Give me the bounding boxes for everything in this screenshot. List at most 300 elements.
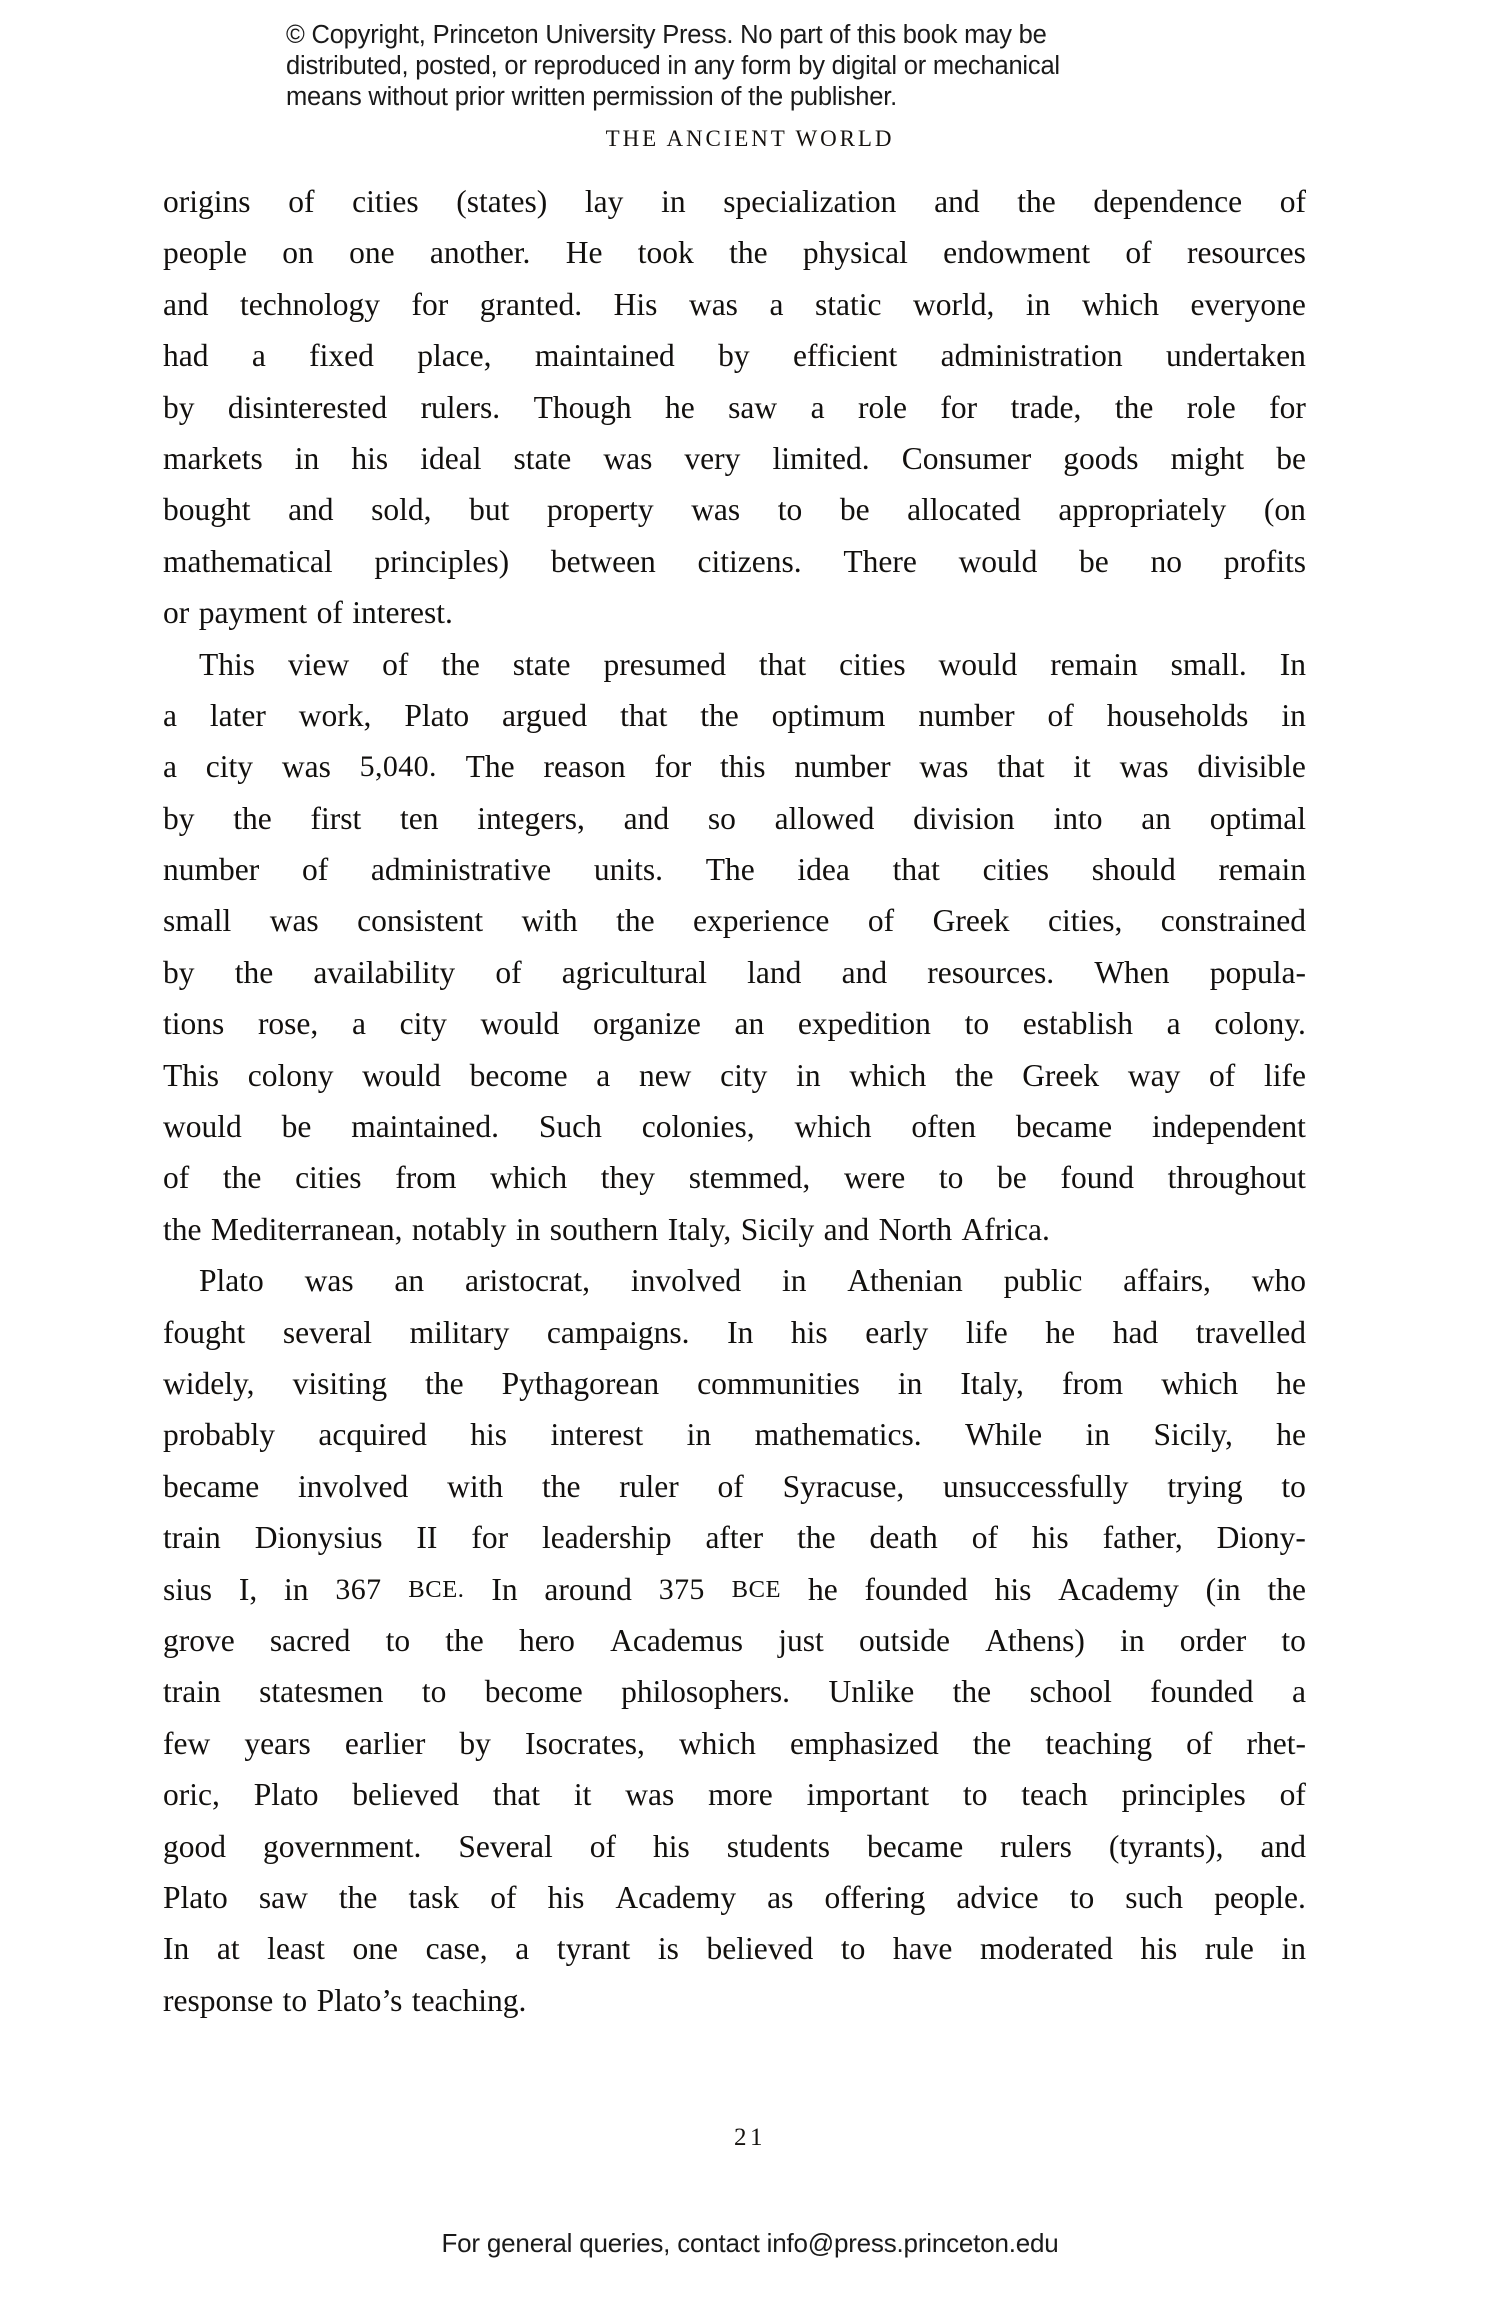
word: reason [543,749,626,785]
word: which [678,1725,756,1761]
word: which [1081,286,1159,322]
word: cities [839,646,906,682]
word: the [233,800,272,836]
word: he [665,389,695,425]
word: Diony- [1216,1520,1306,1556]
text-line [163,382,1306,433]
word: that [997,749,1045,785]
word: after [705,1520,764,1556]
word: would [938,646,1018,682]
word: of [301,852,329,888]
word: this [720,749,766,785]
word: task [408,1879,460,1915]
word: a [163,697,177,733]
word: to [385,1622,411,1658]
word: in [781,1263,807,1299]
word: between [550,543,656,579]
word: division [913,800,1015,836]
word: the [1017,184,1056,219]
word: markets [163,440,263,476]
word: widely, [163,1365,255,1401]
word: rulers [1000,1828,1072,1864]
word: maintained. [351,1109,500,1145]
word: to [840,1931,866,1967]
word: by [718,338,750,374]
word: cities [982,852,1050,888]
word: city [205,749,254,785]
word: train [163,1674,221,1710]
word: Sicily, [1153,1417,1233,1453]
text-line [163,1615,1306,1666]
word: Greek [932,903,1010,939]
word: the [541,1468,581,1504]
word: and [163,286,209,322]
word: city [720,1057,768,1093]
word: remain [1218,852,1306,888]
word: such [1125,1879,1184,1915]
word: good [163,1828,226,1864]
word: His [613,286,658,322]
word: would [958,543,1038,579]
word: earlier [344,1725,426,1761]
word: cities [352,184,419,219]
word: in [1281,697,1306,733]
word: rhet- [1246,1725,1306,1761]
word: ruler [619,1468,679,1504]
word: was [625,1777,675,1813]
word: he [807,1571,838,1607]
word: in [515,1211,541,1247]
word: in [1085,1417,1111,1453]
word: he [1045,1314,1076,1350]
word: to [938,1160,964,1196]
word: maintained [534,338,675,374]
word: for [1269,389,1306,425]
word: stemmed, [688,1160,811,1196]
word: view [287,646,350,682]
word: affairs, [1123,1263,1211,1299]
word: saw [258,1879,308,1915]
word: households [1106,697,1249,733]
word: first [310,800,362,836]
word: bought [163,492,251,528]
word: was [691,492,741,528]
word: rose, [257,1006,319,1042]
word: his [994,1571,1032,1607]
word: leadership [542,1520,672,1556]
word: was [688,286,738,322]
word: a [769,286,784,322]
word: which [849,1057,927,1093]
word: Such [538,1109,602,1145]
word: death [869,1520,938,1556]
word: father, [1102,1520,1183,1556]
word: the [955,1057,994,1093]
word: a [351,1006,366,1042]
word: technology [240,286,380,322]
word: way [1127,1057,1181,1093]
word: Academus [610,1622,744,1658]
copyright-notice-line-2: distributed, posted, or reproduced in any form by digital or mechanical [286,52,1060,80]
text-line [163,1204,1306,1255]
word: When [1094,954,1170,990]
word: everyone [1190,286,1306,322]
word: involved [630,1263,742,1299]
word: Dionysius [254,1520,383,1556]
body-text-block [163,176,1306,2026]
word: appropriately [1058,492,1227,528]
paragraph [163,176,1306,639]
word: government. [262,1828,422,1864]
general-queries-footer: For general queries, contact info@press.princeton.edu [441,2228,1059,2258]
word: the [1114,389,1154,425]
paragraph [163,639,1306,1256]
word: 375 [658,1572,705,1606]
word: disinterested [227,389,388,425]
word: campaigns. [546,1314,690,1350]
word: emphasized [790,1725,939,1761]
word: in [1025,286,1051,322]
word: saw [728,389,778,425]
word: sacred [269,1622,351,1658]
word: an [394,1263,425,1299]
word: an [734,1006,765,1042]
word: his [1140,1931,1178,1967]
word: trying [1167,1468,1243,1504]
word: several [282,1314,373,1350]
word: with [521,903,578,939]
word: Plato [163,1879,228,1915]
word: would [480,1006,560,1042]
word: believed [352,1777,459,1813]
text-line [163,844,1306,895]
word: was [919,749,969,785]
text-line [163,1512,1306,1563]
word: Though [533,389,632,425]
word: an [1141,800,1171,836]
word: important [806,1777,930,1813]
word: life [965,1314,1008,1350]
word: Plato [253,1777,319,1813]
word: endowment [943,235,1091,271]
word: administrative [370,852,552,888]
word: was [304,1263,354,1299]
word: hero [518,1622,575,1658]
word: for [411,286,449,322]
word: rulers. [420,389,501,425]
word: in [661,184,686,219]
word: Several [458,1828,553,1864]
word: (states) [456,184,548,219]
word: principles) [374,543,510,579]
word: new [638,1057,692,1093]
word: early [865,1314,929,1350]
word: sius [163,1571,213,1607]
word: his [351,440,389,476]
word: rule [1204,1931,1254,1967]
word: often [911,1109,977,1145]
word: ten [400,800,439,836]
word: founded [1150,1674,1254,1710]
text-line [163,947,1306,998]
word: the [441,646,480,682]
word: He [565,235,603,271]
word: the [972,1725,1012,1761]
word: administration [940,338,1123,374]
word: presumed [603,646,726,682]
word: of [1279,184,1306,219]
word: by [459,1725,491,1761]
word: physical [802,235,908,271]
text-line [163,1255,1306,1306]
word: BCE [731,1575,782,1603]
text-line [163,1718,1306,1769]
word: the [425,1365,464,1401]
word: visiting [292,1365,388,1401]
word: sold, [371,492,432,528]
word: Plato [199,1263,264,1299]
word: interest. [352,595,453,631]
word: became [163,1468,260,1504]
word: became [1015,1109,1113,1145]
word: was [281,749,331,785]
word: so [707,800,736,836]
word: just [778,1622,824,1658]
word: in [897,1365,923,1401]
word: to [282,1982,308,2018]
word: number [163,852,260,888]
word: the [797,1520,836,1556]
word: idea [797,852,850,888]
text-line [163,1769,1306,1820]
word: was [269,903,319,939]
word: tyrant [556,1931,631,1967]
word: trade, [1010,389,1082,425]
text-line [163,1307,1306,1358]
word: notably [411,1211,507,1247]
text-line [163,895,1306,946]
text-line [163,1872,1306,1923]
word: life [1263,1057,1306,1093]
word: which [1161,1365,1239,1401]
word: was [1119,749,1169,785]
word: Greek [1022,1057,1100,1093]
word: I, [238,1571,258,1607]
word: small [163,903,232,939]
word: philosophers. [621,1674,791,1710]
word: had [1112,1314,1159,1350]
word: and [934,184,980,219]
word: became [867,1828,964,1864]
word: organize [592,1006,701,1042]
word: of [490,1879,517,1915]
word: (in [1205,1571,1241,1607]
word: Sicily [740,1211,815,1247]
word: units. [593,852,663,888]
word: This [163,1057,220,1093]
word: Italy, [667,1211,732,1247]
word: the [338,1879,378,1915]
word: mathematical [163,543,333,579]
word: in [294,440,320,476]
word: interest [550,1417,644,1453]
word: fixed [309,338,374,374]
word: argued [502,697,588,733]
word: Athenian [847,1263,963,1299]
word: one [352,1931,398,1967]
word: in [1281,1931,1306,1967]
word: into [1053,800,1103,836]
word: efficient [792,338,898,374]
text-line [163,998,1306,1049]
word: but [469,492,510,528]
word: city [399,1006,447,1042]
word: a [163,749,177,785]
word: popula- [1209,954,1306,990]
word: with [447,1468,504,1504]
word: one [349,235,395,271]
word: land [747,954,802,990]
word: role [1186,389,1236,425]
word: The [465,749,515,785]
word: outside [858,1622,950,1658]
word: The [705,852,755,888]
word: of [1279,1777,1306,1813]
word: a [1291,1674,1306,1710]
word: cities, [1047,903,1123,939]
word: case, [425,1931,488,1967]
word: agricultural [561,954,707,990]
word: to [964,1006,990,1042]
word: which [490,1160,568,1196]
text-line [163,176,1306,227]
word: allowed [774,800,875,836]
word: Academy [615,1879,737,1915]
word: cities [295,1160,362,1196]
word: place, [417,338,492,374]
word: Italy, [960,1365,1024,1401]
word: response [163,1982,274,2018]
word: to [1281,1622,1306,1658]
word: be [1079,543,1109,579]
word: found [1060,1160,1134,1196]
word: of [288,184,315,219]
word: of [867,903,895,939]
text-line [163,433,1306,484]
word: fought [163,1314,246,1350]
text-line [163,1975,1306,2026]
word: by [163,954,195,990]
word: colony [247,1057,334,1093]
word: of [1209,1057,1236,1093]
word: the [952,1674,992,1710]
word: order [1179,1622,1247,1658]
word: to [421,1674,447,1710]
word: a [515,1931,530,1967]
text-line [163,1050,1306,1101]
word: had [163,338,209,374]
text-line [163,1666,1306,1717]
word: in [284,1571,309,1607]
word: from [1061,1365,1124,1401]
word: be [997,1160,1027,1196]
word: public [1003,1263,1083,1299]
word: people [163,235,247,271]
word: school [1029,1674,1112,1710]
word: Unlike [828,1674,915,1710]
word: Africa. [961,1211,1050,1247]
word: tions [163,1006,225,1042]
word: people. [1214,1879,1306,1915]
word: in [796,1057,821,1093]
paragraph [163,1255,1306,2026]
word: number [918,697,1015,733]
word: of [382,646,409,682]
text-line [163,1821,1306,1872]
word: more [708,1777,773,1813]
word: it [1073,749,1091,785]
word: on [282,235,314,271]
word: in [686,1417,712,1453]
word: goods [1063,440,1139,476]
word: 367 [335,1572,382,1606]
text-line [163,1152,1306,1203]
word: offering [824,1879,926,1915]
copyright-notice-line-1: © Copyright, Princeton University Press. No part of this book may be [286,21,1047,49]
word: and [288,492,334,528]
word: moderated [979,1931,1113,1967]
copyright-notice [286,20,1226,113]
text-line [163,1564,1306,1615]
word: principles [1121,1777,1246,1813]
word: mathematics. [754,1417,922,1453]
word: become [484,1674,583,1710]
word: be [839,492,870,528]
word: be [1276,440,1306,476]
word: for [940,389,978,425]
word: experience [693,903,830,939]
word: become [469,1057,568,1093]
word: the [700,697,739,733]
word: that [758,646,807,682]
word: the [222,1160,262,1196]
word: colonies, [641,1109,755,1145]
word: by [163,800,195,836]
word: integers, [477,800,585,836]
word: should [1091,852,1176,888]
word: or [163,595,190,631]
word: establish [1022,1006,1133,1042]
word: the [163,1211,202,1247]
word: Academy [1058,1571,1179,1607]
word: Isocrates, [525,1725,645,1761]
text-line [163,330,1306,381]
word: no [1150,543,1183,579]
word: of [163,1160,190,1196]
word: involved [298,1468,409,1504]
word: oric, [163,1777,220,1813]
word: of [1125,235,1152,271]
word: as [767,1879,794,1915]
word: his [790,1314,828,1350]
word: he [1276,1417,1306,1453]
word: years [244,1725,311,1761]
text-line [163,741,1306,792]
word: static [815,286,882,322]
word: of [971,1520,998,1556]
word: number [794,749,891,785]
word: military [409,1314,510,1350]
